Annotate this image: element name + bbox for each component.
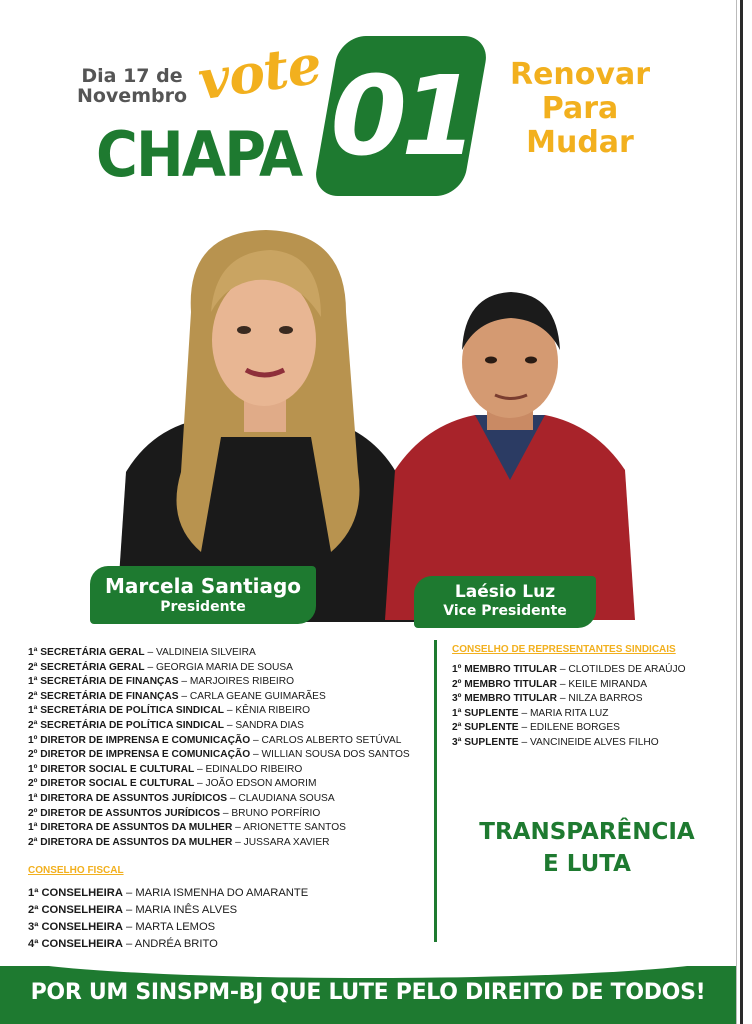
conselho-representantes-list [452, 663, 686, 751]
president-photo [96, 222, 426, 622]
election-date: Dia 17 de Novembro [76, 65, 188, 107]
president-role: Presidente [160, 599, 246, 615]
roster-row: 1ª DIRETORA DE ASSUNTOS JURÍDICOS – CLAUDIANA SOUSA [28, 792, 335, 804]
roster-row: 2º DIRETOR SOCIAL E CULTURAL – JOÃO EDSON AMORIM [28, 778, 317, 790]
board-roster [28, 646, 428, 850]
roster-row: 1ª DIRETORA DE ASSUNTOS DA MULHER – ARIONETTE SANTOS [28, 822, 346, 834]
slogan-line-2: Para [541, 91, 619, 126]
slogan-line-3: Mudar [526, 125, 634, 160]
list-item: 3ª CONSELHEIRA – MARTA LEMOS [28, 921, 216, 933]
roster-row: 2º DIRETOR DE IMPRENSA E COMUNICAÇÃO – WILLIAN SOUSA DOS SANTOS [28, 749, 410, 761]
list-item: 2ª CONSELHEIRA – MARIA INÊS ALVES [28, 904, 238, 916]
motto-line-2: E LUTA [543, 851, 631, 877]
roster-row: 1º DIRETOR SOCIAL E CULTURAL – EDINALDO RIBEIRO [28, 763, 303, 775]
list-item: 3º MEMBRO TITULAR – NILZA BARROS [452, 693, 643, 705]
list-item: 1ª CONSELHEIRA – MARIA ISMENHA DO AMARANTE [28, 887, 309, 899]
roster-row: 1º DIRETOR DE IMPRENSA E COMUNICAÇÃO – CARLOS ALBERTO SETÚVAL [28, 734, 402, 746]
vice-president-photo [385, 280, 635, 620]
conselho-representantes-title: CONSELHO DE REPRESENTANTES SINDICAIS [452, 644, 676, 655]
banner-text: POR UM SINSPM-BJ QUE LUTE PELO DIREITO DE TODOS! [30, 980, 706, 1005]
slogan-line-1: Renovar [509, 57, 650, 92]
list-item: 2º MEMBRO TITULAR – KEILE MIRANDA [452, 678, 648, 690]
vote-word: vote [194, 31, 325, 113]
president-name: Marcela Santiago [104, 574, 302, 598]
roster-row: 1ª SECRETÁRIA GERAL – VALDINEIA SILVEIRA [28, 647, 256, 658]
list-item: 1ª SUPLENTE – MARIA RITA LUZ [452, 707, 609, 719]
list-item: 4ª CONSELHEIRA – ANDRÉA BRITO [28, 938, 218, 950]
conselho-fiscal-title: CONSELHO FISCAL [28, 865, 124, 876]
chapa-word: CHAPA [96, 118, 302, 191]
list-item: 2ª SUPLENTE – EDILENE BORGES [452, 722, 620, 734]
page-edge [740, 0, 743, 1024]
roster-row: 2ª SECRETÁRIA DE POLÍTICA SINDICAL – SANDRA DIAS [28, 719, 304, 731]
number-badge [312, 36, 490, 196]
roster-row: 1ª SECRETÁRIA DE FINANÇAS – MARJOIRES RIBEIRO [28, 676, 295, 688]
list-item: 3ª SUPLENTE – VANCINEIDE ALVES FILHO [452, 736, 659, 748]
motto-line-1: TRANSPARÊNCIA [479, 819, 695, 845]
vice-name: Laésio Luz [454, 582, 556, 602]
roster-row: 2ª DIRETORA DE ASSUNTOS DA MULHER – JUSSARA XAVIER [28, 836, 330, 848]
list-item: 1º MEMBRO TITULAR – CLOTILDES DE ARAÚJO [452, 664, 686, 675]
chapa-number: 01 [330, 52, 472, 180]
slogan [480, 58, 680, 160]
roster-row: 2º DIRETOR DE ASSUNTOS JURÍDICOS – BRUNO PORFÍRIO [28, 807, 321, 819]
roster-row: 2ª SECRETÁRIA DE FINANÇAS – CARLA GEANE GUIMARÃES [28, 690, 326, 702]
vice-role: Vice Presidente [443, 603, 567, 619]
roster-row: 1ª SECRETÁRIA DE POLÍTICA SINDICAL – KÊNIA RIBEIRO [28, 705, 311, 717]
roster-row: 2ª SECRETÁRIA GERAL – GEORGIA MARIA DE SOUSA [28, 661, 293, 673]
column-divider [434, 640, 437, 942]
motto [444, 816, 730, 880]
conselho-fiscal-list [28, 885, 308, 953]
president-nameplate [90, 566, 316, 624]
vice-nameplate [414, 576, 596, 628]
